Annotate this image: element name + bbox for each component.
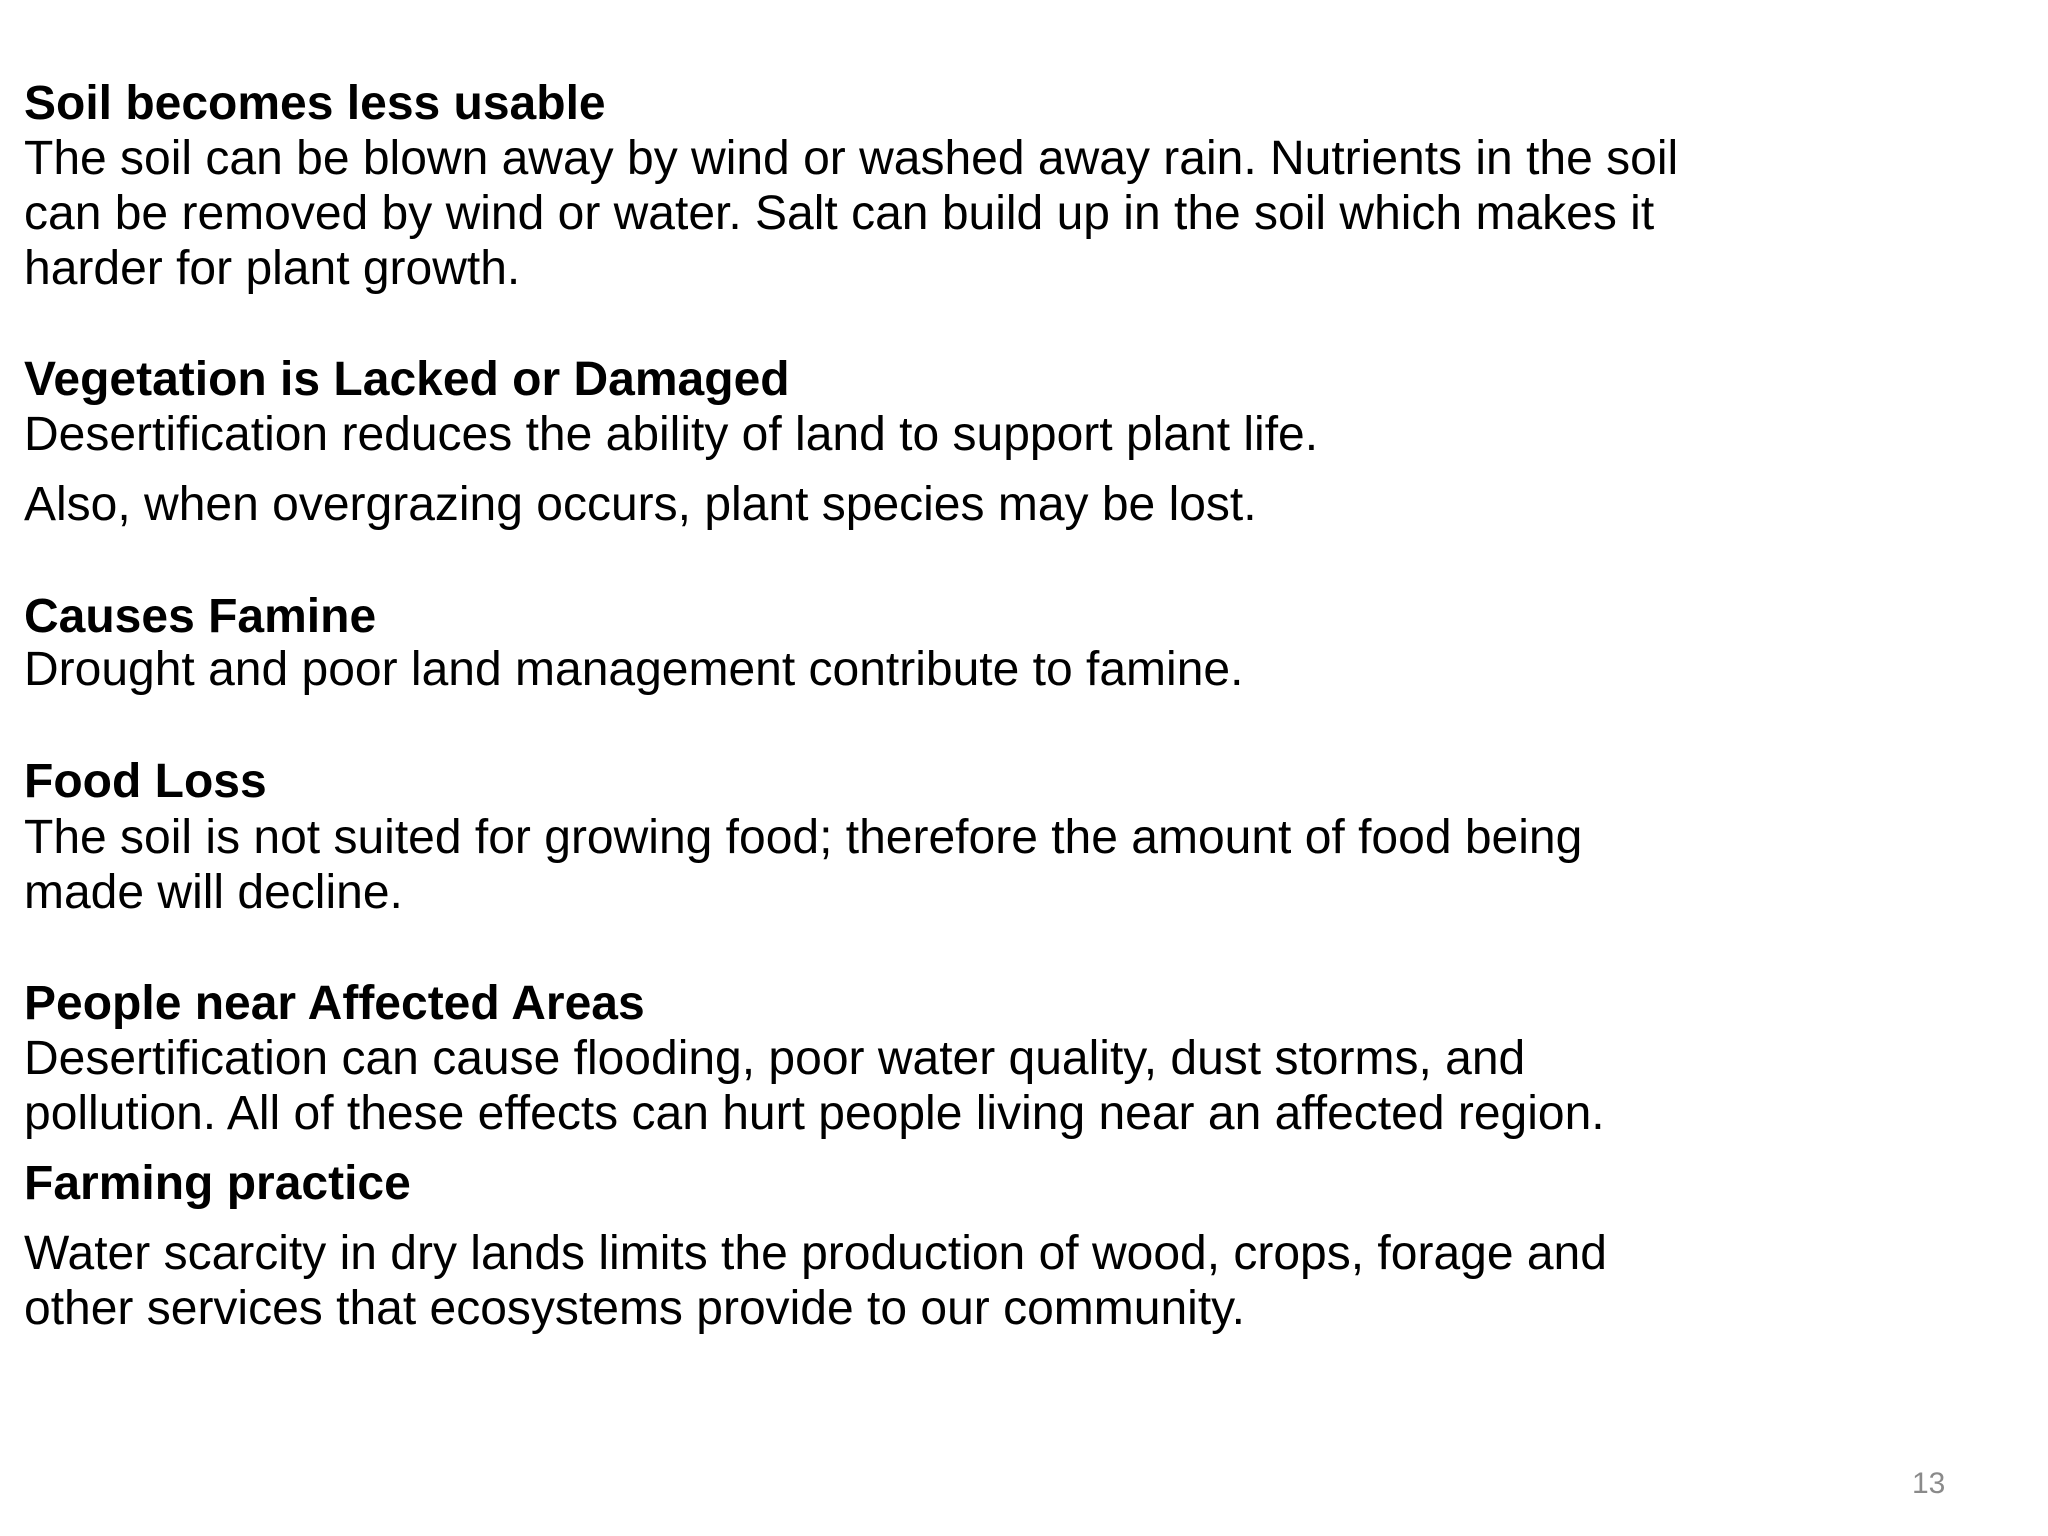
section-heading-farming: Farming practice	[24, 1157, 411, 1210]
section-text-famine-line-1: Drought and poor land management contribute to famine.	[24, 643, 1244, 696]
section-text-people-line-1: Desertification can cause flooding, poor water quality, dust storms, and	[24, 1032, 1526, 1085]
section-heading-vegetation: Vegetation is Lacked or Damaged	[24, 353, 790, 406]
section-text-people-line-2: pollution. All of these effects can hurt people living near an affected region.	[24, 1087, 1605, 1140]
section-text-food-line-2: made will decline.	[24, 866, 403, 919]
section-text-soil-line-3: harder for plant growth.	[24, 242, 521, 295]
section-text-food-line-1: The soil is not suited for growing food; therefore the amount of food being	[24, 811, 1583, 864]
section-text-soil-line-2: can be removed by wind or water. Salt can build up in the soil which makes it	[24, 187, 1655, 240]
section-heading-people: People near Affected Areas	[24, 977, 645, 1030]
page-number: 13	[1912, 1467, 1946, 1500]
section-text-vegetation-line-1: Desertification reduces the ability of land to support plant life.	[24, 408, 1319, 461]
section-text-farming-line-1: Water scarcity in dry lands limits the production of wood, crops, forage and	[24, 1227, 1607, 1280]
section-text-soil-line-1: The soil can be blown away by wind or washed away rain. Nutrients in the soil	[24, 132, 1679, 185]
section-text-vegetation-line-2: Also, when overgrazing occurs, plant species may be lost.	[24, 478, 1257, 531]
section-heading-soil: Soil becomes less usable	[24, 77, 606, 130]
section-heading-food-loss: Food Loss	[24, 755, 267, 808]
section-text-farming-line-2: other services that ecosystems provide to our community.	[24, 1282, 1245, 1335]
section-heading-famine: Causes Famine	[24, 590, 377, 643]
